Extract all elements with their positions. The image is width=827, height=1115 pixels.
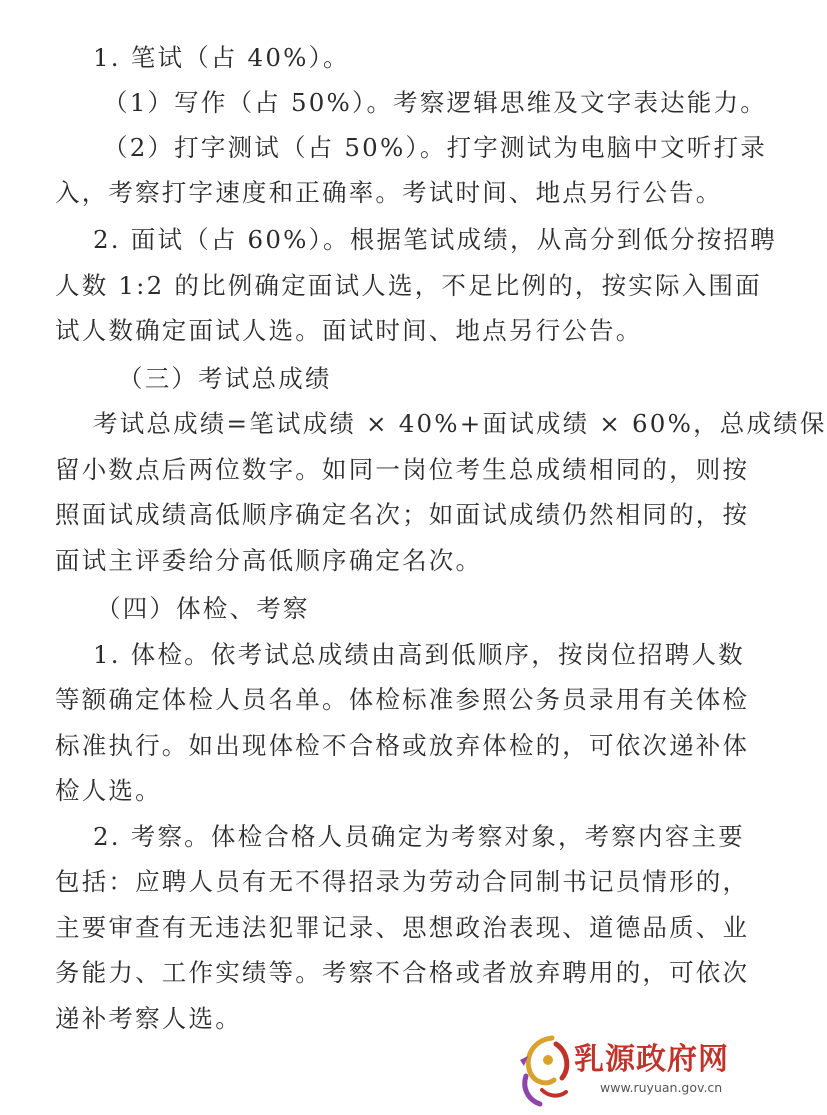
paragraph-line: 考试总成绩=笔试成绩 × 40%+面试成绩 × 60%，总成绩保 bbox=[93, 409, 827, 438]
paragraph-line: 检人选。 bbox=[55, 776, 162, 805]
paragraph-line: 留小数点后两位数字。如同一岗位考生总成绩相同的，则按 bbox=[55, 455, 750, 484]
paragraph-line: 人数 1:2 的比例确定面试人选，不足比例的，按实际入围面 bbox=[55, 271, 762, 300]
site-url: www.ruyuan.gov.cn bbox=[600, 1080, 723, 1095]
paragraph-line: 试人数确定面试人选。面试时间、地点另行公告。 bbox=[55, 316, 643, 345]
paragraph-line: 2. 考察。体检合格人员确定为考察对象，考察内容主要 bbox=[93, 822, 745, 851]
paragraph-line: 包括：应聘人员有无不得招录为劳动合同制书记员情形的， bbox=[55, 867, 750, 896]
paragraph-line: 入，考察打字速度和正确率。考试时间、地点另行公告。 bbox=[55, 178, 723, 207]
paragraph-line: 2. 面试（占 60%）。根据笔试成绩，从高分到低分按招聘 bbox=[93, 225, 777, 254]
site-watermark-logo bbox=[512, 1030, 729, 1112]
paragraph-line: 等额确定体检人员名单。体检标准参照公务员录用有关体检 bbox=[55, 685, 750, 714]
paragraph-line: 照面试成绩高低顺序确定名次；如面试成绩仍然相同的，按 bbox=[55, 500, 750, 529]
paragraph-line: 务能力、工作实绩等。考察不合格或者放弃聘用的，可依次 bbox=[55, 958, 750, 987]
paragraph-line: 1. 笔试（占 40%）。 bbox=[93, 43, 350, 72]
paragraph-line: 1. 体检。依考试总成绩由高到低顺序，按岗位招聘人数 bbox=[93, 640, 745, 669]
site-name: 乳源政府网 bbox=[574, 1042, 729, 1077]
paragraph-line: 主要审查有无违法犯罪记录、思想政治表现、道德品质、业 bbox=[55, 913, 750, 942]
section-heading: （三）考试总成绩 bbox=[118, 364, 332, 393]
paragraph-line: （2）打字测试（占 50%）。打字测试为电脑中文听打录 bbox=[103, 133, 767, 162]
paragraph-line: 递补考察人选。 bbox=[55, 1004, 242, 1033]
paragraph-line: 面试主评委给分高低顺序确定名次。 bbox=[55, 546, 483, 575]
paragraph-line: （1）写作（占 50%）。考察逻辑思维及文字表达能力。 bbox=[103, 88, 767, 117]
paragraph-line: 标准执行。如出现体检不合格或放弃体检的，可依次递补体 bbox=[55, 731, 750, 760]
dragon-logo-icon bbox=[512, 1030, 582, 1110]
section-heading: （四）体检、考察 bbox=[96, 594, 310, 623]
